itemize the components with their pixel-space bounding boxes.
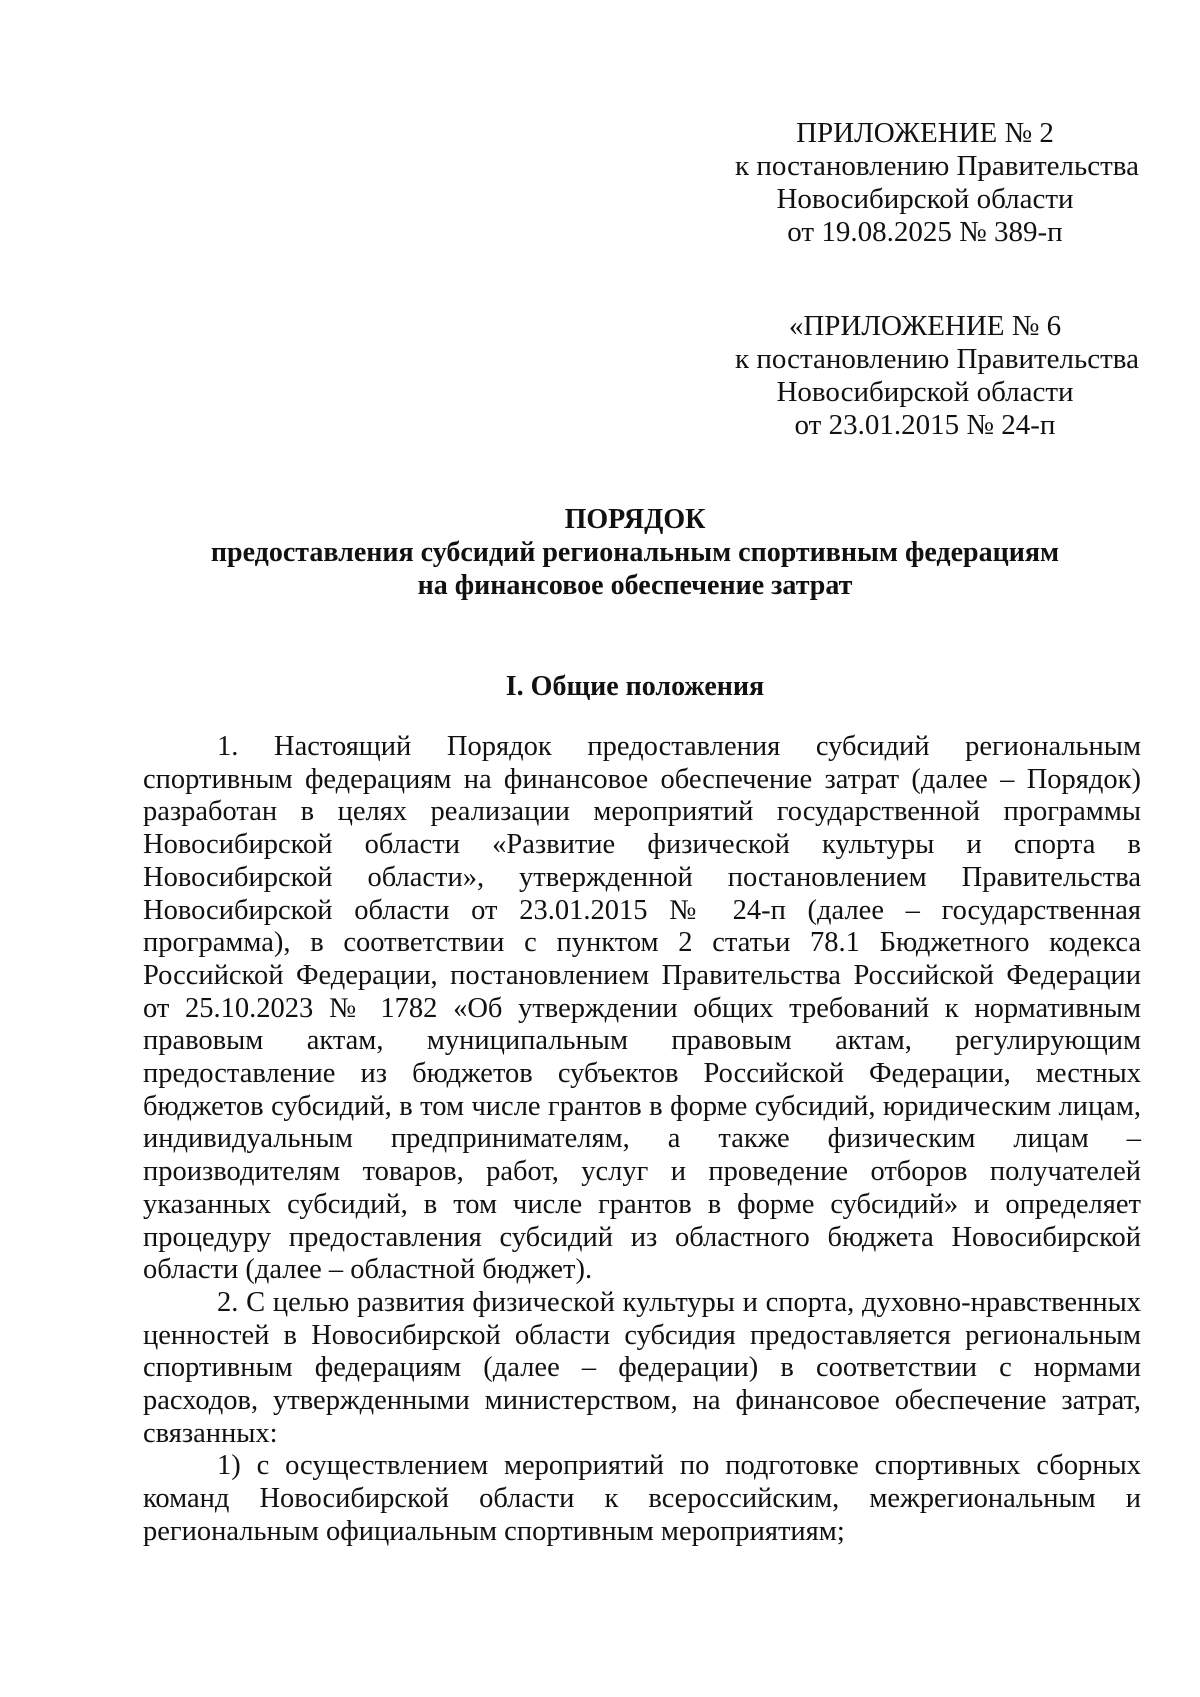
section-heading: I. Общие положения [505, 671, 765, 702]
annex-current-number: ПРИЛОЖЕНИЕ № 2 [796, 117, 1054, 149]
annex-original-region: Новосибирской области [776, 376, 1074, 408]
annex-current-ref: к постановлению Правительства [735, 150, 1139, 182]
paragraph-3: 1) с осуществлением мероприятий по подготовке спортивных сборных команд Новосибирской области к всероссийским, межрегиональным и региональным официальным спортивным мероприятиям; [143, 1450, 1141, 1547]
annex-original-header [735, 310, 1139, 442]
title-subtitle-line-2: на финансовое обеспечение затрат [417, 570, 853, 601]
document-body [143, 731, 1141, 1549]
annex-original-date: от 23.01.2015 № 24-п [794, 409, 1056, 441]
document-title [130, 503, 1140, 602]
paragraph-1: 1. Настоящий Порядок предоставления субсидий региональным спортивным федерациям на финансовое обеспечение затрат (далее – Порядок) разработан в целях реализации мероприятий государственной программы Новосибирской области «Развитие физической культуры и спорта в Новосибирской области», утвержденной постановлением Правительства Новосибирской области от 23.01.2015 № 24-п (далее – государственная программа), в соответствии с пунктом 2 статьи 78.1 Бюджетного кодекса Российской Федерации, постановлением Правительства Российской Федерации от 25.10.2023 № 1782 «Об утверждении общих требований к нормативным правовым актам, муниципальным правовым актам, регулирующим предоставление из бюджетов субъектов Российской Федерации, местных бюджетов субсидий, в том числе грантов в форме субсидий, юридическим лицам, индивидуальным предпринимателям, а также физическим лицам – производителям товаров, работ, услуг и проведение отборов получателей указанных субсидий, в том числе грантов в форме субсидий» и определяет процедуру предоставления субсидий из областного бюджета Новосибирской области (далее – областной бюджет). [143, 731, 1141, 1286]
annex-original-ref: к постановлению Правительства [735, 343, 1139, 375]
title-subtitle-line-1: предоставления субсидий региональным спортивным федерациям [210, 537, 1060, 568]
annex-current-region: Новосибирской области [776, 183, 1074, 215]
annex-current-header [735, 117, 1139, 249]
title-main: ПОРЯДОК [564, 504, 706, 535]
paragraph-2: 2. С целью развития физической культуры и спорта, духовно-нравственных ценностей в Новосибирской области субсидия предоставляется региональным спортивным федерациям (далее – федерации) в соответствии с нормами расходов, утвержденными министерством, на финансовое обеспечение затрат, связанных: [143, 1286, 1141, 1449]
annex-original-number: «ПРИЛОЖЕНИЕ № 6 [788, 310, 1062, 342]
annex-current-date: от 19.08.2025 № 389-п [787, 216, 1063, 248]
